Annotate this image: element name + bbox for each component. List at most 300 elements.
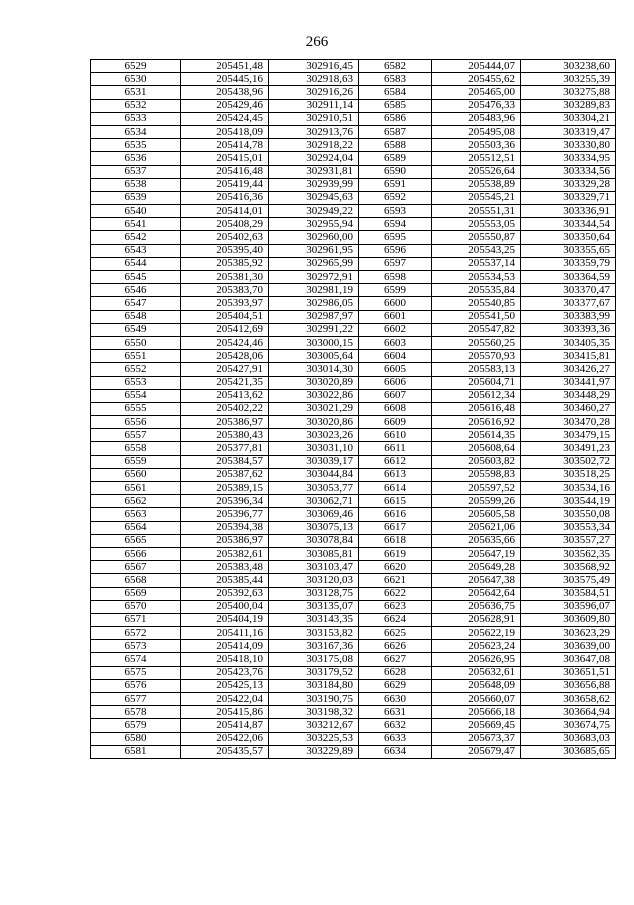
- right-y-coordinate-cell: 303275,88: [521, 86, 616, 99]
- right-x-coordinate-cell: 205526,64: [432, 165, 521, 178]
- left-point-number-cell: 6580: [91, 732, 181, 745]
- left-y-coordinate-cell: 303062,71: [269, 495, 359, 508]
- left-point-number-cell: 6537: [91, 165, 181, 178]
- right-point-number-cell: 6628: [359, 666, 432, 679]
- table-row: [91, 600, 616, 613]
- right-x-coordinate-cell: 205603,82: [432, 455, 521, 468]
- right-point-number-cell: 6590: [359, 165, 432, 178]
- left-x-coordinate-cell: 205408,29: [181, 218, 269, 231]
- right-x-coordinate-cell: 205623,24: [432, 640, 521, 653]
- right-point-number-cell: 6593: [359, 205, 432, 218]
- table-row: [91, 178, 616, 191]
- table-row: [91, 191, 616, 204]
- right-point-number-cell: 6623: [359, 600, 432, 613]
- left-y-coordinate-cell: 302961,95: [269, 244, 359, 257]
- table-row: [91, 547, 616, 560]
- right-y-coordinate-cell: 303329,28: [521, 178, 616, 191]
- right-point-number-cell: 6617: [359, 521, 432, 534]
- right-y-coordinate-cell: 303502,72: [521, 455, 616, 468]
- left-x-coordinate-cell: 205428,06: [181, 350, 269, 363]
- right-y-coordinate-cell: 303405,35: [521, 336, 616, 349]
- left-y-coordinate-cell: 303184,80: [269, 679, 359, 692]
- table-row: [91, 125, 616, 138]
- right-y-coordinate-cell: 303415,81: [521, 350, 616, 363]
- table-row: [91, 679, 616, 692]
- table-row: [91, 284, 616, 297]
- left-point-number-cell: 6551: [91, 350, 181, 363]
- table-row: [91, 112, 616, 125]
- right-point-number-cell: 6594: [359, 218, 432, 231]
- right-y-coordinate-cell: 303319,47: [521, 125, 616, 138]
- left-point-number-cell: 6579: [91, 719, 181, 732]
- left-point-number-cell: 6557: [91, 429, 181, 442]
- right-point-number-cell: 6592: [359, 191, 432, 204]
- right-point-number-cell: 6634: [359, 745, 432, 758]
- table-row: [91, 627, 616, 640]
- left-point-number-cell: 6568: [91, 574, 181, 587]
- left-x-coordinate-cell: 205387,62: [181, 468, 269, 481]
- right-y-coordinate-cell: 303664,94: [521, 706, 616, 719]
- table-row: [91, 205, 616, 218]
- table-row: [91, 561, 616, 574]
- right-y-coordinate-cell: 303393,36: [521, 323, 616, 336]
- right-x-coordinate-cell: 205622,19: [432, 627, 521, 640]
- left-y-coordinate-cell: 303120,03: [269, 574, 359, 587]
- left-point-number-cell: 6564: [91, 521, 181, 534]
- left-y-coordinate-cell: 302931,81: [269, 165, 359, 178]
- right-x-coordinate-cell: 205648,09: [432, 679, 521, 692]
- left-point-number-cell: 6574: [91, 653, 181, 666]
- right-y-coordinate-cell: 303304,21: [521, 112, 616, 125]
- right-x-coordinate-cell: 205465,00: [432, 86, 521, 99]
- left-point-number-cell: 6538: [91, 178, 181, 191]
- right-y-coordinate-cell: 303479,15: [521, 429, 616, 442]
- right-y-coordinate-cell: 303685,65: [521, 745, 616, 758]
- right-y-coordinate-cell: 303370,47: [521, 284, 616, 297]
- left-x-coordinate-cell: 205423,76: [181, 666, 269, 679]
- left-x-coordinate-cell: 205424,45: [181, 112, 269, 125]
- left-y-coordinate-cell: 302955,94: [269, 218, 359, 231]
- right-point-number-cell: 6582: [359, 60, 432, 73]
- left-y-coordinate-cell: 302960,00: [269, 231, 359, 244]
- left-x-coordinate-cell: 205422,04: [181, 693, 269, 706]
- left-point-number-cell: 6581: [91, 745, 181, 758]
- table-row: [91, 613, 616, 626]
- left-y-coordinate-cell: 302918,22: [269, 139, 359, 152]
- left-x-coordinate-cell: 205419,44: [181, 178, 269, 191]
- right-x-coordinate-cell: 205543,25: [432, 244, 521, 257]
- table-row: [91, 271, 616, 284]
- right-x-coordinate-cell: 205647,19: [432, 547, 521, 560]
- right-x-coordinate-cell: 205597,52: [432, 482, 521, 495]
- table-row: [91, 666, 616, 679]
- right-x-coordinate-cell: 205541,50: [432, 310, 521, 323]
- right-x-coordinate-cell: 205570,93: [432, 350, 521, 363]
- left-point-number-cell: 6536: [91, 152, 181, 165]
- right-x-coordinate-cell: 205598,83: [432, 468, 521, 481]
- right-y-coordinate-cell: 303255,39: [521, 73, 616, 86]
- left-point-number-cell: 6553: [91, 376, 181, 389]
- table-row: [91, 218, 616, 231]
- right-y-coordinate-cell: 303364,59: [521, 271, 616, 284]
- left-y-coordinate-cell: 302987,97: [269, 310, 359, 323]
- right-point-number-cell: 6624: [359, 613, 432, 626]
- left-x-coordinate-cell: 205385,44: [181, 574, 269, 587]
- left-x-coordinate-cell: 205414,87: [181, 719, 269, 732]
- right-point-number-cell: 6610: [359, 429, 432, 442]
- right-x-coordinate-cell: 205649,28: [432, 561, 521, 574]
- right-y-coordinate-cell: 303344,54: [521, 218, 616, 231]
- left-y-coordinate-cell: 303005,64: [269, 350, 359, 363]
- table-row: [91, 508, 616, 521]
- left-point-number-cell: 6566: [91, 547, 181, 560]
- left-y-coordinate-cell: 303075,13: [269, 521, 359, 534]
- table-row: [91, 297, 616, 310]
- left-point-number-cell: 6559: [91, 455, 181, 468]
- left-x-coordinate-cell: 205392,63: [181, 587, 269, 600]
- left-x-coordinate-cell: 205438,96: [181, 86, 269, 99]
- left-x-coordinate-cell: 205414,09: [181, 640, 269, 653]
- left-point-number-cell: 6529: [91, 60, 181, 73]
- table-row: [91, 389, 616, 402]
- right-x-coordinate-cell: 205538,89: [432, 178, 521, 191]
- right-x-coordinate-cell: 205550,87: [432, 231, 521, 244]
- right-x-coordinate-cell: 205476,33: [432, 99, 521, 112]
- left-y-coordinate-cell: 302913,76: [269, 125, 359, 138]
- left-x-coordinate-cell: 205415,01: [181, 152, 269, 165]
- left-point-number-cell: 6530: [91, 73, 181, 86]
- right-y-coordinate-cell: 303553,34: [521, 521, 616, 534]
- table-row: [91, 719, 616, 732]
- table-body: [91, 60, 616, 759]
- left-x-coordinate-cell: 205427,91: [181, 363, 269, 376]
- left-x-coordinate-cell: 205416,36: [181, 191, 269, 204]
- right-y-coordinate-cell: 303518,25: [521, 468, 616, 481]
- left-x-coordinate-cell: 205445,16: [181, 73, 269, 86]
- right-y-coordinate-cell: 303289,83: [521, 99, 616, 112]
- left-y-coordinate-cell: 303023,26: [269, 429, 359, 442]
- table-row: [91, 495, 616, 508]
- right-point-number-cell: 6589: [359, 152, 432, 165]
- left-x-coordinate-cell: 205382,61: [181, 547, 269, 560]
- right-x-coordinate-cell: 205553,05: [432, 218, 521, 231]
- table-row: [91, 416, 616, 429]
- left-x-coordinate-cell: 205396,34: [181, 495, 269, 508]
- right-y-coordinate-cell: 303550,08: [521, 508, 616, 521]
- page-number: 266: [305, 34, 329, 50]
- left-point-number-cell: 6542: [91, 231, 181, 244]
- left-y-coordinate-cell: 303135,07: [269, 600, 359, 613]
- left-y-coordinate-cell: 303022,86: [269, 389, 359, 402]
- right-point-number-cell: 6595: [359, 231, 432, 244]
- right-y-coordinate-cell: 303596,07: [521, 600, 616, 613]
- left-point-number-cell: 6565: [91, 534, 181, 547]
- right-x-coordinate-cell: 205635,66: [432, 534, 521, 547]
- right-y-coordinate-cell: 303336,91: [521, 205, 616, 218]
- table-row: [91, 376, 616, 389]
- right-point-number-cell: 6587: [359, 125, 432, 138]
- left-x-coordinate-cell: 205404,51: [181, 310, 269, 323]
- right-point-number-cell: 6627: [359, 653, 432, 666]
- right-x-coordinate-cell: 205540,85: [432, 297, 521, 310]
- left-x-coordinate-cell: 205404,19: [181, 613, 269, 626]
- right-x-coordinate-cell: 205628,91: [432, 613, 521, 626]
- left-point-number-cell: 6567: [91, 561, 181, 574]
- table-row: [91, 60, 616, 73]
- left-point-number-cell: 6555: [91, 402, 181, 415]
- right-x-coordinate-cell: 205583,13: [432, 363, 521, 376]
- right-y-coordinate-cell: 303639,00: [521, 640, 616, 653]
- left-point-number-cell: 6563: [91, 508, 181, 521]
- left-y-coordinate-cell: 303103,47: [269, 561, 359, 574]
- left-point-number-cell: 6532: [91, 99, 181, 112]
- right-point-number-cell: 6614: [359, 482, 432, 495]
- right-y-coordinate-cell: 303674,75: [521, 719, 616, 732]
- left-x-coordinate-cell: 205435,57: [181, 745, 269, 758]
- left-y-coordinate-cell: 303069,46: [269, 508, 359, 521]
- right-point-number-cell: 6613: [359, 468, 432, 481]
- right-x-coordinate-cell: 205537,14: [432, 257, 521, 270]
- right-point-number-cell: 6609: [359, 416, 432, 429]
- left-point-number-cell: 6547: [91, 297, 181, 310]
- right-point-number-cell: 6616: [359, 508, 432, 521]
- left-y-coordinate-cell: 302945,63: [269, 191, 359, 204]
- left-x-coordinate-cell: 205416,48: [181, 165, 269, 178]
- left-y-coordinate-cell: 302939,99: [269, 178, 359, 191]
- left-point-number-cell: 6569: [91, 587, 181, 600]
- right-point-number-cell: 6633: [359, 732, 432, 745]
- right-point-number-cell: 6586: [359, 112, 432, 125]
- right-y-coordinate-cell: 303334,95: [521, 152, 616, 165]
- right-point-number-cell: 6608: [359, 402, 432, 415]
- right-x-coordinate-cell: 205547,82: [432, 323, 521, 336]
- right-x-coordinate-cell: 205605,58: [432, 508, 521, 521]
- table-row: [91, 323, 616, 336]
- table-row: [91, 468, 616, 481]
- left-y-coordinate-cell: 302910,51: [269, 112, 359, 125]
- right-y-coordinate-cell: 303544,19: [521, 495, 616, 508]
- left-point-number-cell: 6550: [91, 336, 181, 349]
- left-y-coordinate-cell: 302924,04: [269, 152, 359, 165]
- left-point-number-cell: 6531: [91, 86, 181, 99]
- table-row: [91, 152, 616, 165]
- left-y-coordinate-cell: 303212,67: [269, 719, 359, 732]
- right-x-coordinate-cell: 205512,51: [432, 152, 521, 165]
- right-point-number-cell: 6585: [359, 99, 432, 112]
- left-point-number-cell: 6534: [91, 125, 181, 138]
- left-point-number-cell: 6546: [91, 284, 181, 297]
- right-x-coordinate-cell: 205616,92: [432, 416, 521, 429]
- left-y-coordinate-cell: 303225,53: [269, 732, 359, 745]
- right-x-coordinate-cell: 205545,21: [432, 191, 521, 204]
- right-point-number-cell: 6619: [359, 547, 432, 560]
- right-point-number-cell: 6611: [359, 442, 432, 455]
- right-point-number-cell: 6596: [359, 244, 432, 257]
- table-row: [91, 587, 616, 600]
- right-x-coordinate-cell: 205616,48: [432, 402, 521, 415]
- left-y-coordinate-cell: 303229,89: [269, 745, 359, 758]
- left-x-coordinate-cell: 205380,43: [181, 429, 269, 442]
- table-row: [91, 86, 616, 99]
- left-y-coordinate-cell: 302949,22: [269, 205, 359, 218]
- left-x-coordinate-cell: 205396,77: [181, 508, 269, 521]
- right-point-number-cell: 6631: [359, 706, 432, 719]
- right-y-coordinate-cell: 303350,64: [521, 231, 616, 244]
- right-point-number-cell: 6618: [359, 534, 432, 547]
- right-point-number-cell: 6591: [359, 178, 432, 191]
- left-point-number-cell: 6576: [91, 679, 181, 692]
- right-point-number-cell: 6604: [359, 350, 432, 363]
- right-x-coordinate-cell: 205666,18: [432, 706, 521, 719]
- table-row: [91, 693, 616, 706]
- left-point-number-cell: 6575: [91, 666, 181, 679]
- right-point-number-cell: 6602: [359, 323, 432, 336]
- left-y-coordinate-cell: 303153,82: [269, 627, 359, 640]
- left-y-coordinate-cell: 303014,30: [269, 363, 359, 376]
- table-row: [91, 350, 616, 363]
- left-x-coordinate-cell: 205395,40: [181, 244, 269, 257]
- right-x-coordinate-cell: 205679,47: [432, 745, 521, 758]
- right-y-coordinate-cell: 303647,08: [521, 653, 616, 666]
- right-x-coordinate-cell: 205632,61: [432, 666, 521, 679]
- right-point-number-cell: 6630: [359, 693, 432, 706]
- right-y-coordinate-cell: 303557,27: [521, 534, 616, 547]
- right-y-coordinate-cell: 303460,27: [521, 402, 616, 415]
- left-y-coordinate-cell: 303143,35: [269, 613, 359, 626]
- left-x-coordinate-cell: 205411,16: [181, 627, 269, 640]
- right-y-coordinate-cell: 303568,92: [521, 561, 616, 574]
- right-point-number-cell: 6606: [359, 376, 432, 389]
- left-point-number-cell: 6540: [91, 205, 181, 218]
- right-y-coordinate-cell: 303534,16: [521, 482, 616, 495]
- right-x-coordinate-cell: 205604,71: [432, 376, 521, 389]
- left-x-coordinate-cell: 205402,63: [181, 231, 269, 244]
- right-point-number-cell: 6607: [359, 389, 432, 402]
- table-row: [91, 99, 616, 112]
- left-point-number-cell: 6573: [91, 640, 181, 653]
- right-x-coordinate-cell: 205669,45: [432, 719, 521, 732]
- left-x-coordinate-cell: 205425,13: [181, 679, 269, 692]
- right-y-coordinate-cell: 303658,62: [521, 693, 616, 706]
- left-y-coordinate-cell: 302986,05: [269, 297, 359, 310]
- left-point-number-cell: 6535: [91, 139, 181, 152]
- right-x-coordinate-cell: 205647,38: [432, 574, 521, 587]
- table-row: [91, 653, 616, 666]
- right-point-number-cell: 6612: [359, 455, 432, 468]
- left-x-coordinate-cell: 205414,78: [181, 139, 269, 152]
- right-x-coordinate-cell: 205535,84: [432, 284, 521, 297]
- right-y-coordinate-cell: 303355,65: [521, 244, 616, 257]
- right-x-coordinate-cell: 205455,62: [432, 73, 521, 86]
- right-x-coordinate-cell: 205660,07: [432, 693, 521, 706]
- left-y-coordinate-cell: 303175,08: [269, 653, 359, 666]
- right-x-coordinate-cell: 205560,25: [432, 336, 521, 349]
- left-y-coordinate-cell: 302981,19: [269, 284, 359, 297]
- left-y-coordinate-cell: 302911,14: [269, 99, 359, 112]
- left-y-coordinate-cell: 302991,22: [269, 323, 359, 336]
- left-y-coordinate-cell: 303031,10: [269, 442, 359, 455]
- left-x-coordinate-cell: 205424,46: [181, 336, 269, 349]
- right-y-coordinate-cell: 303562,35: [521, 547, 616, 560]
- right-point-number-cell: 6599: [359, 284, 432, 297]
- left-x-coordinate-cell: 205377,81: [181, 442, 269, 455]
- left-point-number-cell: 6577: [91, 693, 181, 706]
- table-row: [91, 534, 616, 547]
- left-point-number-cell: 6541: [91, 218, 181, 231]
- right-point-number-cell: 6588: [359, 139, 432, 152]
- table-row: [91, 482, 616, 495]
- left-point-number-cell: 6556: [91, 416, 181, 429]
- left-y-coordinate-cell: 303044,84: [269, 468, 359, 481]
- right-x-coordinate-cell: 205614,35: [432, 429, 521, 442]
- left-y-coordinate-cell: 302916,45: [269, 60, 359, 73]
- right-y-coordinate-cell: 303330,80: [521, 139, 616, 152]
- right-y-coordinate-cell: 303334,56: [521, 165, 616, 178]
- left-y-coordinate-cell: 302972,91: [269, 271, 359, 284]
- table-row: [91, 402, 616, 415]
- table-row: [91, 257, 616, 270]
- right-x-coordinate-cell: 205608,64: [432, 442, 521, 455]
- left-point-number-cell: 6554: [91, 389, 181, 402]
- right-x-coordinate-cell: 205636,75: [432, 600, 521, 613]
- left-x-coordinate-cell: 205422,06: [181, 732, 269, 745]
- left-point-number-cell: 6545: [91, 271, 181, 284]
- left-point-number-cell: 6571: [91, 613, 181, 626]
- right-y-coordinate-cell: 303683,03: [521, 732, 616, 745]
- left-x-coordinate-cell: 205385,92: [181, 257, 269, 270]
- right-y-coordinate-cell: 303656,88: [521, 679, 616, 692]
- right-y-coordinate-cell: 303383,99: [521, 310, 616, 323]
- table-row: [91, 455, 616, 468]
- right-point-number-cell: 6622: [359, 587, 432, 600]
- right-x-coordinate-cell: 205495,08: [432, 125, 521, 138]
- right-point-number-cell: 6625: [359, 627, 432, 640]
- right-x-coordinate-cell: 205642,64: [432, 587, 521, 600]
- left-x-coordinate-cell: 205415,86: [181, 706, 269, 719]
- left-x-coordinate-cell: 205386,97: [181, 416, 269, 429]
- left-point-number-cell: 6560: [91, 468, 181, 481]
- right-y-coordinate-cell: 303651,51: [521, 666, 616, 679]
- right-point-number-cell: 6583: [359, 73, 432, 86]
- left-y-coordinate-cell: 303021,29: [269, 402, 359, 415]
- left-point-number-cell: 6552: [91, 363, 181, 376]
- left-y-coordinate-cell: 303000,15: [269, 336, 359, 349]
- left-y-coordinate-cell: 303053,77: [269, 482, 359, 495]
- right-x-coordinate-cell: 205534,53: [432, 271, 521, 284]
- table-row: [91, 732, 616, 745]
- left-y-coordinate-cell: 303190,75: [269, 693, 359, 706]
- coordinates-table: [90, 59, 616, 759]
- right-x-coordinate-cell: 205444,07: [432, 60, 521, 73]
- left-x-coordinate-cell: 205389,15: [181, 482, 269, 495]
- right-point-number-cell: 6629: [359, 679, 432, 692]
- left-point-number-cell: 6572: [91, 627, 181, 640]
- left-x-coordinate-cell: 205451,48: [181, 60, 269, 73]
- right-y-coordinate-cell: 303377,67: [521, 297, 616, 310]
- right-point-number-cell: 6626: [359, 640, 432, 653]
- left-point-number-cell: 6578: [91, 706, 181, 719]
- right-y-coordinate-cell: 303426,27: [521, 363, 616, 376]
- left-point-number-cell: 6561: [91, 482, 181, 495]
- right-point-number-cell: 6601: [359, 310, 432, 323]
- left-point-number-cell: 6539: [91, 191, 181, 204]
- table-row: [91, 310, 616, 323]
- right-point-number-cell: 6584: [359, 86, 432, 99]
- right-point-number-cell: 6600: [359, 297, 432, 310]
- right-point-number-cell: 6621: [359, 574, 432, 587]
- table-row: [91, 244, 616, 257]
- left-x-coordinate-cell: 205393,97: [181, 297, 269, 310]
